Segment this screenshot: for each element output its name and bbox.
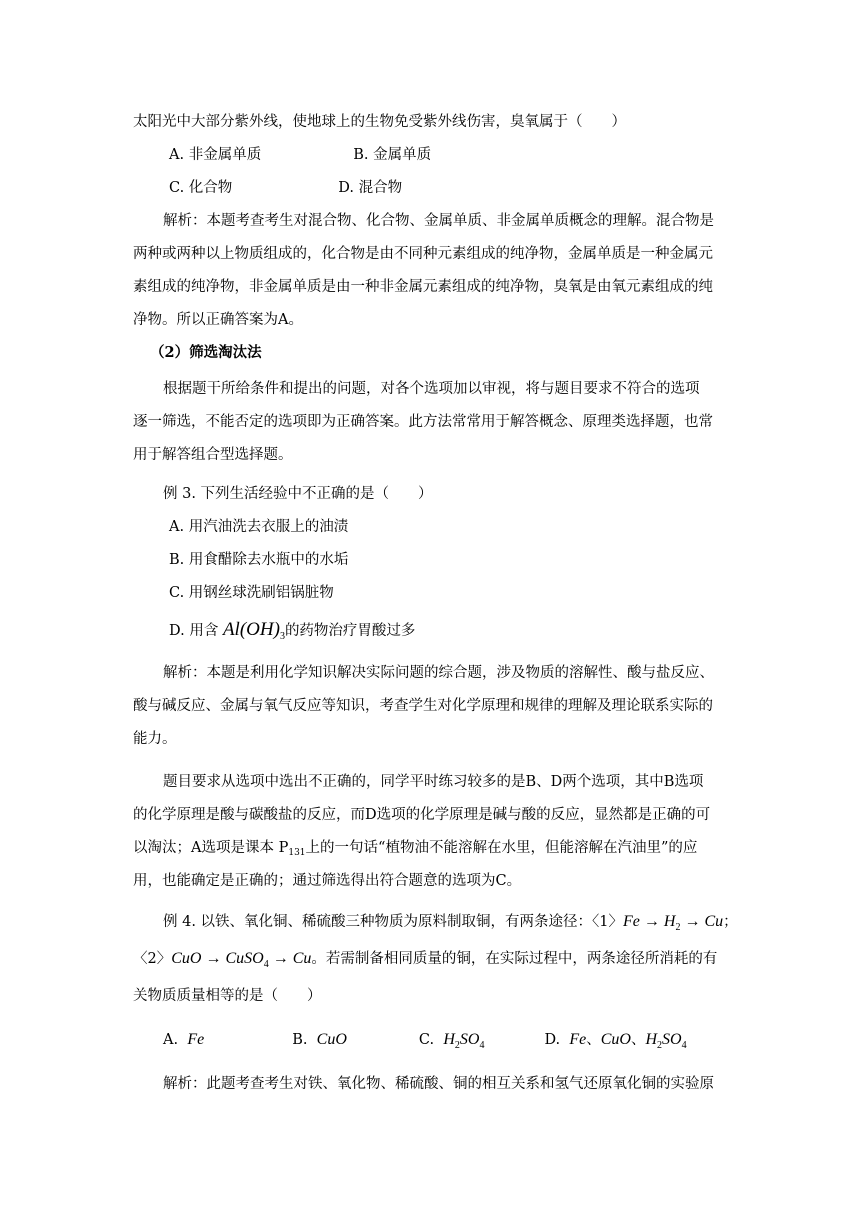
- option-c-formula: $H_2SO_4$: [443, 1031, 485, 1051]
- option-row: [169, 145, 769, 165]
- option-d: D. 混合物: [338, 180, 403, 196]
- option-c: C. 化合物: [169, 180, 233, 196]
- formula-subscript: 3: [279, 631, 285, 642]
- example4-stem-line3: 关物质质量相等的是（ ）: [133, 988, 322, 1004]
- example3-discussion-line: [133, 838, 733, 863]
- method-line: 用于解答组合型选择题。: [133, 447, 293, 463]
- page-subscript: 131: [288, 848, 306, 858]
- example3-analysis-line: 能力。: [133, 731, 177, 747]
- option-d-label: D.: [544, 1032, 561, 1048]
- analysis-line: 解析：本题考查考生对混合物、化合物、金属单质、非金属单质概念的理解。混合物是: [163, 213, 714, 229]
- example4-stem-text: 。若需制备相同质量的铜，在实际过程中，两条途径所消耗的有: [311, 951, 718, 967]
- example3-option-b: B. 用食醋除去水瓶中的水垢: [169, 552, 349, 568]
- option-a-formula: Fe: [187, 1031, 205, 1048]
- formula-al: Al: [222, 619, 240, 640]
- analysis-line: 两种或两种以上物质组成的，化合物是由不同种元素组成的纯净物，金属单质是一种金属元: [133, 246, 713, 262]
- option-c-label: C.: [418, 1032, 435, 1048]
- method-line: 逐一筛选，不能否定的选项即为正确答案。此方法常常用于解答概念、原理类选择题，也常: [133, 414, 713, 430]
- example3-analysis-line: 解析：本题是利用化学知识解决实际问题的综合题，涉及物质的溶解性、酸与盐反应、: [163, 665, 714, 681]
- route1-formula: $Fe \to H_2 \to Cu$: [623, 913, 724, 933]
- example4-stem-line2: [133, 949, 733, 975]
- analysis-line: 净物。所以正确答案为A。: [133, 312, 303, 328]
- option-b-label: B.: [292, 1032, 308, 1048]
- example4-analysis: 解析：此题考查考生对铁、氧化物、稀硫酸、铜的相互关系和氢气还原氧化铜的实验原: [163, 1076, 714, 1092]
- method-line: 根据题干所给条件和提出的问题，对各个选项加以审视，将与题目要求不符合的选项: [163, 381, 700, 397]
- route2-label: 〈2〉: [133, 951, 172, 967]
- example3-discussion-line: 用，也能确定是正确的；通过筛选得出符合题意的选项为C。: [133, 873, 522, 889]
- option-d-suffix: 的药物治疗胃酸过多: [284, 623, 416, 639]
- option-b-formula: CuO: [316, 1031, 347, 1048]
- example3-stem: 例 3. 下列生活经验中不正确的是（ ）: [163, 486, 433, 502]
- example3-discussion-line: 题目要求从选项中选出不正确的，同学平时练习较多的是B、D两个选项，其中B选项: [163, 774, 704, 790]
- option-a-label: A.: [163, 1032, 179, 1048]
- example4-stem-text: 例 4. 以铁、氧化铜、稀硫酸三种物质为原料制取铜，有两条途径：〈1〉: [163, 914, 624, 930]
- analysis-line: 素组成的纯净物，非金属单质是由一种非金属元素组成的纯净物，臭氧是由氧元素组成的纯: [133, 279, 713, 295]
- option-row: [169, 178, 769, 198]
- example3-analysis-line: 酸与碱反应、金属与氧气反应等知识，考查学生对化学原理和规律的理解及理论联系实际的: [133, 698, 713, 714]
- example3-option-c: C. 用钢丝球洗刷铝锅脏物: [169, 585, 334, 601]
- section-heading: （2）筛选淘汰法: [150, 344, 262, 361]
- separator: ；: [723, 914, 738, 930]
- example4-options: [163, 1030, 763, 1056]
- option-d-prefix: D. 用含: [169, 623, 223, 639]
- example3-option-d: [169, 620, 769, 647]
- option-d-formula: Fe、CuO、$H_2SO_4$: [569, 1031, 687, 1051]
- discussion-text: 以淘汰；A选项是课本 P: [133, 840, 289, 856]
- example3-option-a: A. 用汽油洗去衣服上的油渍: [169, 519, 349, 535]
- formula-oh: (OH): [239, 619, 280, 640]
- question-tail: 太阳光中大部分紫外线，使地球上的生物免受紫外线伤害，臭氧属于（ ）: [133, 114, 626, 130]
- example4-stem-line1: [163, 912, 763, 938]
- formula-aloh3: [223, 619, 285, 640]
- option-b: B. 金属单质: [353, 147, 432, 163]
- discussion-text: 上的一句话“植物油不能溶解在水里，但能溶解在汽油里”的应: [305, 840, 698, 856]
- option-a: A. 非金属单质: [169, 147, 262, 163]
- example3-discussion-line: 的化学原理是酸与碳酸盐的反应，而D选项的化学原理是碱与酸的反应，显然都是正确的可: [133, 807, 711, 823]
- route2-formula: CuO → CuSO$_4$ → Cu: [171, 950, 312, 970]
